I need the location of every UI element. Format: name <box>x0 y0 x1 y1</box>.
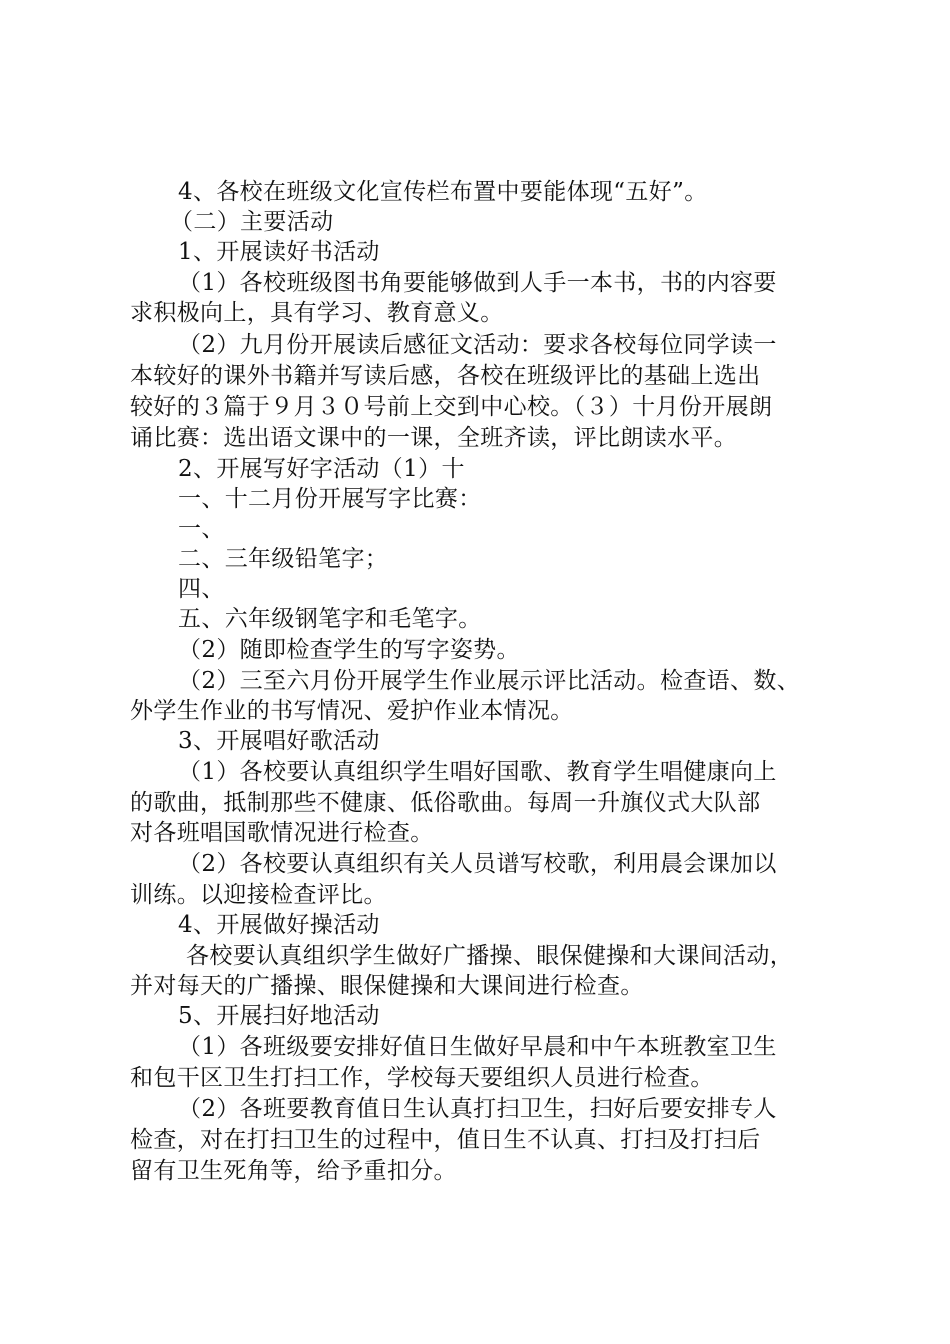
text-line: 较好的３篇于９月３０号前上交到中心校。（３）十月份开展朗 <box>130 394 773 420</box>
subsection-heading: 2、开展写好字活动（1）十 <box>178 456 465 482</box>
text-line: 对各班唱国歌情况进行检查。 <box>130 820 434 846</box>
text-line: 一、十二月份开展写字比赛： <box>178 486 482 512</box>
text-line: 检查，对在打扫卫生的过程中，值日生不认真、打扫及打扫后 <box>130 1127 761 1153</box>
subsection-heading: 3、开展唱好歌活动 <box>178 728 380 754</box>
text-line: 外学生作业的书写情况、爱护作业本情况。 <box>130 698 574 724</box>
subsection-heading: 1、开展读好书活动 <box>178 239 380 265</box>
subsection-heading: 5、开展扫好地活动 <box>178 1003 380 1029</box>
text-line: 五、六年级钢笔字和毛笔字。 <box>178 606 482 632</box>
text-line: 四、 <box>178 576 225 602</box>
text-line: 各校要认真组织学生做好广播操、眼保健操和大课间活动， <box>186 943 794 969</box>
text-line: （2）各班要教育值日生认真打扫卫生，扫好后要安排专人 <box>178 1096 777 1122</box>
text-line: （1）各班级要安排好值日生做好早晨和中午本班教室卫生 <box>178 1034 777 1060</box>
text-line: （2）随即检查学生的写字姿势。 <box>178 637 520 663</box>
text-line: 和包干区卫生打扫工作，学校每天要组织人员进行检查。 <box>130 1065 714 1091</box>
text-line: 4、各校在班级文化宣传栏布置中要能体现“五好”。 <box>178 179 708 205</box>
text-line: （2）各校要认真组织有关人员谱写校歌，利用晨会课加以 <box>178 851 777 877</box>
text-line: 本较好的课外书籍并写读后感，各校在班级评比的基础上选出 <box>130 363 761 389</box>
text-line: 留有卫生死角等，给予重扣分。 <box>130 1158 457 1184</box>
text-line: （2）九月份开展读后感征文活动：要求各校每位同学读一 <box>178 332 777 358</box>
text-line: 诵比赛：选出语文课中的一课，全班齐读，评比朗读水平。 <box>130 425 738 451</box>
text-line: 并对每天的广播操、眼保健操和大课间进行检查。 <box>130 973 644 999</box>
section-heading: （二）主要活动 <box>170 209 334 235</box>
subsection-heading: 4、开展做好操活动 <box>178 912 380 938</box>
text-line: 求积极向上，具有学习、教育意义。 <box>130 300 504 326</box>
text-line: （1）各校班级图书角要能够做到人手一本书，书的内容要 <box>178 270 777 296</box>
text-line: 一、 <box>178 516 225 542</box>
text-line: 的歌曲，抵制那些不健康、低俗歌曲。每周一升旗仪式大队部 <box>130 790 761 816</box>
text-line: 二、三年级铅笔字； <box>178 546 389 572</box>
text-line: （2）三至六月份开展学生作业展示评比活动。检查语、数、 <box>178 668 801 694</box>
text-line: （1）各校要认真组织学生唱好国歌、教育学生唱健康向上 <box>178 759 777 785</box>
text-line: 训练。以迎接检查评比。 <box>130 882 387 908</box>
